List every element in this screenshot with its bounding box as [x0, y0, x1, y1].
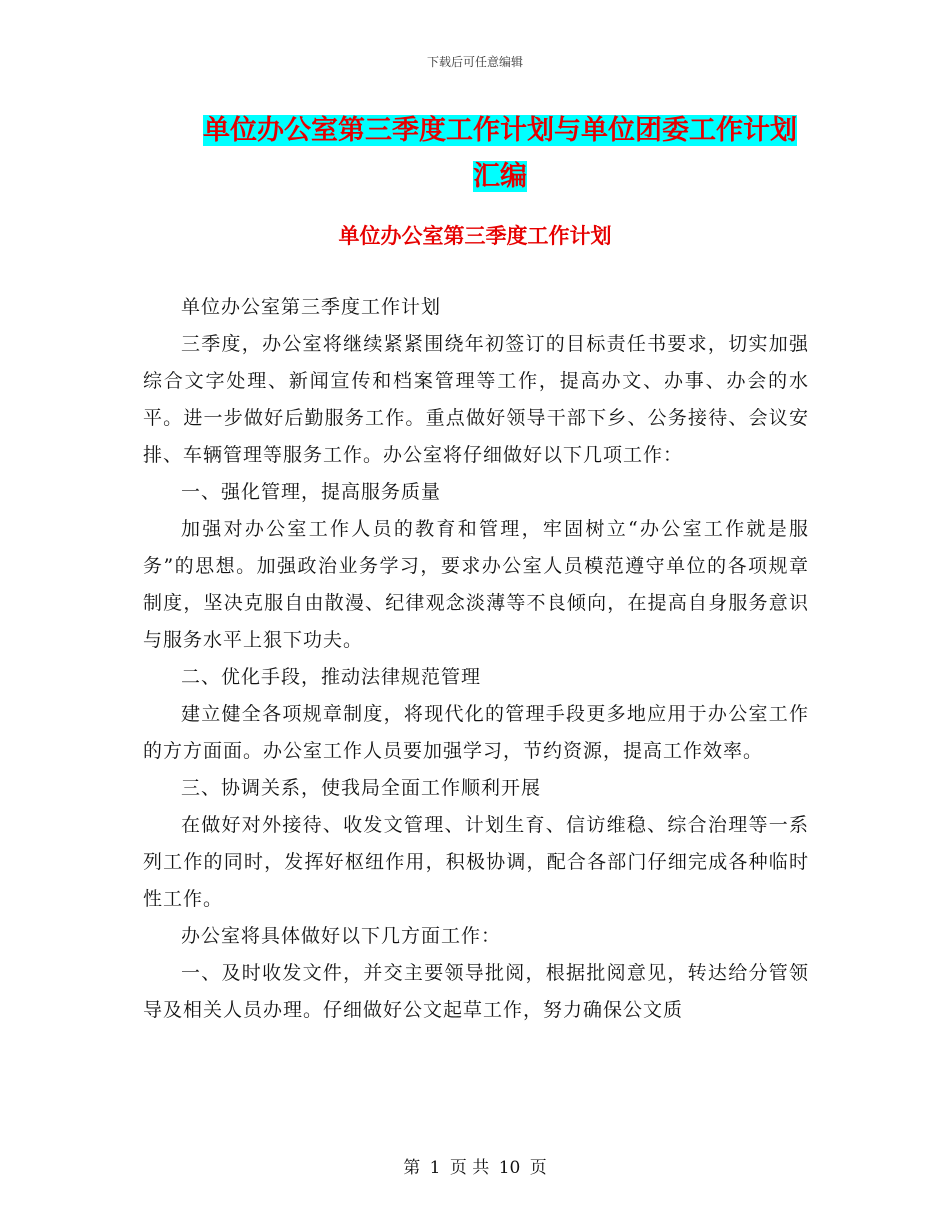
page-footer [0, 1153, 950, 1178]
footer-middle: 页 共 [449, 1158, 490, 1178]
paragraph: 一、及时收发文件，并交主要领导批阅，根据批阅意见，转达给分管领导及相关人员办理。仔细做好公文起草工作，努力确保公文质 [143, 962, 809, 1021]
header-note: 下载后可任意编辑 [426, 55, 523, 69]
paragraph: 加强对办公室工作人员的教育和管理，牢固树立“办公室工作就是服务”的思想。加强政治业务学习，要求办公室人员模范遵守单位的各项规章制度，坚决克服自由散漫、纪律观念淡薄等不良倾向，在提高自身服务意识与服务水平上狠下功夫。 [143, 518, 809, 651]
total-page-number: 10 [498, 1158, 521, 1178]
paragraph: 单位办公室第三季度工作计划 [181, 296, 442, 318]
footer-suffix: 页 [529, 1158, 547, 1178]
document-body [143, 289, 809, 1029]
footer-prefix: 第 [403, 1158, 421, 1178]
paragraph: 建立健全各项规章制度，将现代化的管理手段更多地应用于办公室工作的方方面面。办公室工作人员要加强学习，节约资源，提高工作效率。 [143, 703, 809, 762]
paragraph: 一、强化管理，提高服务质量 [181, 481, 442, 503]
paragraph: 在做好对外接待、收发文管理、计划生育、信访维稳、综合治理等一系列工作的同时，发挥好枢纽作用，积极协调，配合各部门仔细完成各种临时性工作。 [143, 814, 809, 910]
section-title: 单位办公室第三季度工作计划 [338, 224, 612, 248]
document-title [190, 108, 810, 200]
document-title-text: 单位办公室第三季度工作计划与单位团委工作计划汇编 [203, 115, 797, 192]
paragraph: 办公室将具体做好以下几方面工作： [181, 925, 502, 947]
paragraph: 三、协调关系，使我局全面工作顺利开展 [181, 777, 542, 799]
current-page-number: 1 [429, 1158, 441, 1178]
paragraph: 三季度，办公室将继续紧紧围绕年初签订的目标责任书要求，切实加强综合文字处理、新闻宣传和档案管理等工作，提高办文、办事、办会的水平。进一步做好后勤服务工作。重点做好领导干部下乡、公务接待、会议安排、车辆管理等服务工作。办公室将仔细做好以下几项工作： [143, 333, 809, 466]
paragraph: 二、优化手段，推动法律规范管理 [181, 666, 482, 688]
